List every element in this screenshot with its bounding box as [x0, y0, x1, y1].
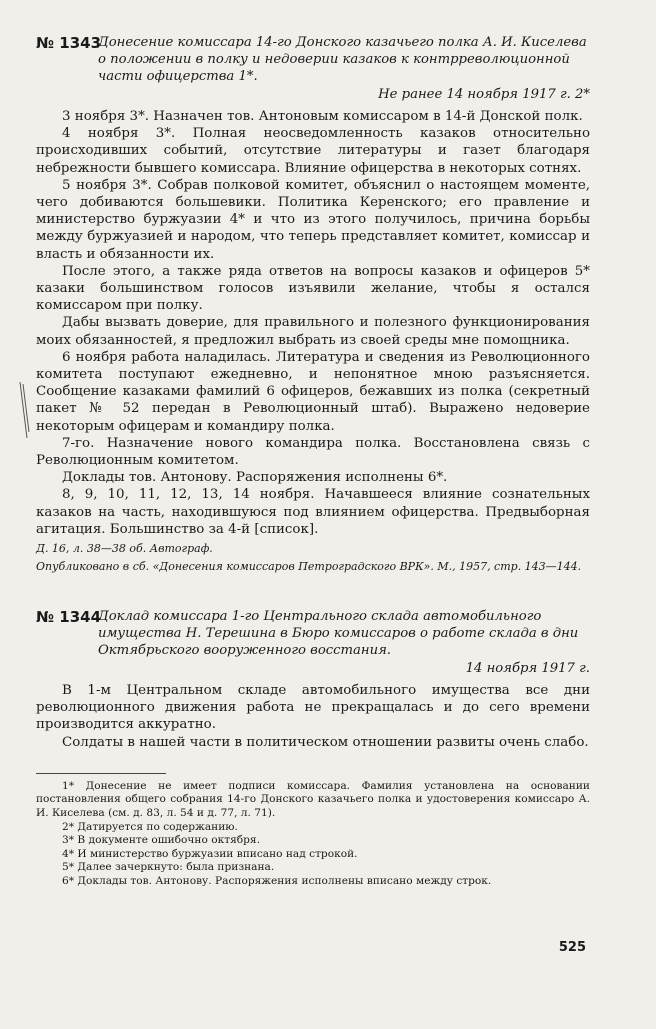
paragraph: После этого, а также ряда ответов на вопросы казаков и офицеров 5* казаки большинством голосов изъявили желание, чтобы я остался комиссаром при полку. — [36, 263, 590, 314]
paragraph: Солдаты в нашей части в политическом отношении развиты очень слабо. — [62, 734, 589, 750]
document-heading: Доклад комиссара 1-го Центрального склада автомобильного имущества Н. Терешина в Бюро комиссаров о работе склада в дни Октябрьского вооруженного восстания. — [98, 609, 579, 659]
document-date: Не ранее 14 ноября 1917 г. 2* — [378, 87, 590, 102]
document-number: № 1344 — [36, 608, 102, 627]
paragraph: 6 ноября работа наладилась. Литература и сведения из Революционного комитета поступают ежедневно, и непонятное мною разъясняется. Сообщение казаками фамилий 6 офицеров, бежавших из полка (секретный пакет № 52 передан в Революционный штаб). Выражено недоверие некоторым офицерам и командиру полка. — [36, 349, 590, 434]
paragraph: 3 ноября 3*. Назначен тов. Антоновым комиссаром в 14-й Донской полк. — [62, 109, 583, 124]
document-date: 14 ноября 1917 г. — [465, 661, 590, 677]
document-1343 — [36, 34, 590, 574]
footnotes — [36, 780, 590, 889]
footnote: 4* И министерство буржуазии вписано над строкой. — [62, 847, 358, 860]
footnote: 5* Далее зачеркнуто: была признана. — [62, 861, 275, 874]
margin-pencil-mark — [18, 380, 32, 440]
document-heading: Донесение комиссара 14-го Донского казачьего полка А. И. Киселева о положении в полку и недоверии казаков к контрреволюционной части офицерства 1*. — [98, 35, 587, 84]
footnote: 2* Датируется по содержанию. — [62, 820, 238, 833]
paragraph: В 1-м Центральном складе автомобильного имущества все дни революционного движения работа не прекращалась и до сего времени производится аккуратно. — [36, 683, 590, 733]
footnote-divider — [36, 773, 166, 774]
page-number: 525 — [558, 940, 586, 955]
footnote: 3* В документе ошибочно октября. — [62, 834, 260, 847]
paragraph: Доклады тов. Антонову. Распоряжения исполнены 6*. — [62, 470, 448, 486]
archive-reference: Д. 16, л. 38—38 об. Автограф. — [36, 542, 213, 556]
publication-note: Опубликовано в сб. «Донесения комиссаров Петроградского ВРК». М., 1957, стр. 143—144. — [36, 560, 582, 574]
paragraph: 8, 9, 10, 11, 12, 13, 14 ноября. Начавшееся влияние сознательных казаков на часть, находившуюся под влиянием офицерства. Предвыборная агитация. Большинство за 4-й [список]. — [36, 487, 590, 537]
paragraph: Дабы вызвать доверие, для правильного и полезного функционирования моих обязанностей, я предложил выбрать из своей среды мне помощника. — [36, 315, 590, 348]
footnote: 1* Донесение не имеет подписи комиссара. Фамилия установлена на основании постановления общего собрания 14-го Донского казачьего полка и удостоверения комиссаро А. И. Киселева (см. д. 83, л. 54 и д. 77, л. 71). — [36, 779, 590, 820]
paragraph: 4 ноября 3*. Полная неосведомленность казаков относительно происходивших событий, отсутствие литературы и газет благодаря небрежности бывшего комиссара. Влияние офицерства в некоторых сотнях. — [36, 126, 590, 176]
paragraph: 7-го. Назначение нового командира полка. Восстановлена связь с Революционным комитетом. — [36, 435, 590, 469]
document-1344 — [36, 608, 590, 751]
paragraph: 5 ноября 3*. Собрав полковой комитет, объяснил о настоящем моменте, чего добиваются большевики. Политика Керенского; его правление и министерство буржуазии 4* и что из этого получилось, причина борьбы между буржуазией и народом, что теперь представляет комитет, комиссар и власть и обязанности их. — [36, 177, 590, 262]
footnote: 6* Доклады тов. Антонову. Распоряжения исполнены вписано между строк. — [62, 875, 492, 888]
document-number: № 1343 — [36, 34, 102, 52]
